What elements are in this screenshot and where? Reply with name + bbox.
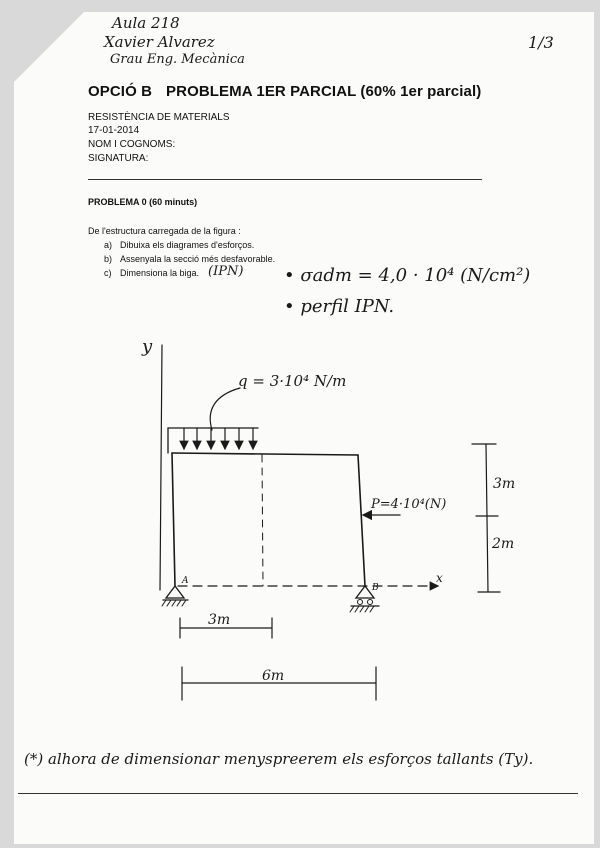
name-field-label: NOM I COGNOMS: [88, 139, 176, 150]
dim-2m-vertical-label: 2m [492, 536, 515, 552]
distributed-load-label: q = 3·10⁴ N/m [238, 372, 347, 390]
handwritten-ipn-note: (IPN) [208, 264, 244, 279]
exam-date: 17-01-2014 [88, 125, 140, 136]
option-label: OPCIÓ B [88, 83, 153, 100]
support-b-label: B [372, 583, 379, 593]
task-item: b) Assenyala la secció més desfavorable. [104, 254, 276, 264]
dim-3m-horizontal-label: 3m [208, 612, 231, 628]
top-beam [172, 453, 358, 455]
handwritten-degree: Grau Eng. Mecànica [110, 52, 245, 67]
handwritten-student-name: Xavier Alvarez [104, 33, 215, 51]
handwritten-room: Aula 218 [112, 14, 180, 32]
support-a [166, 586, 184, 598]
task-item: c) Dimensiona la biga. [104, 268, 200, 278]
dim-vertical [486, 444, 488, 592]
x-axis-label: x [436, 571, 443, 585]
handwritten-profile-note: • perfil IPN. [284, 296, 395, 317]
bottom-line [18, 793, 578, 794]
problem-heading: PROBLEMA 0 (60 minuts) [88, 197, 198, 207]
handwritten-page-number: 1/3 [528, 33, 554, 52]
centerline [262, 455, 263, 586]
load-leader [210, 388, 240, 430]
load-arrows [184, 428, 253, 449]
dim-6m-label: 6m [262, 668, 285, 684]
problem-intro: De l'estructura carregada de la figura : [88, 226, 241, 236]
dim-3m-vertical-label: 3m [493, 476, 516, 492]
handwritten-allowable-stress: • σadm = 4,0 · 10⁴ (N/cm²) [284, 265, 531, 286]
handwritten-footnote: (*) alhora de dimensionar menyspreerem els esforços tallants (Ty). [24, 750, 534, 768]
support-a-label: A [182, 576, 189, 586]
left-column [172, 453, 175, 586]
point-load-label: P=4·10⁴(N) [371, 497, 447, 512]
right-column [358, 455, 365, 586]
y-axis-label: y [142, 336, 153, 357]
task-item: a) Dibuixa els diagrames d'esforços. [104, 240, 255, 250]
diagram-labels [141, 336, 515, 684]
subject-line: RESISTÈNCIA DE MATERIALS [88, 112, 230, 123]
problem-title: PROBLEMA 1ER PARCIAL (60% 1er parcial) [166, 83, 482, 100]
signature-field-label: SIGNATURA: [88, 153, 149, 164]
y-axis [160, 345, 162, 590]
